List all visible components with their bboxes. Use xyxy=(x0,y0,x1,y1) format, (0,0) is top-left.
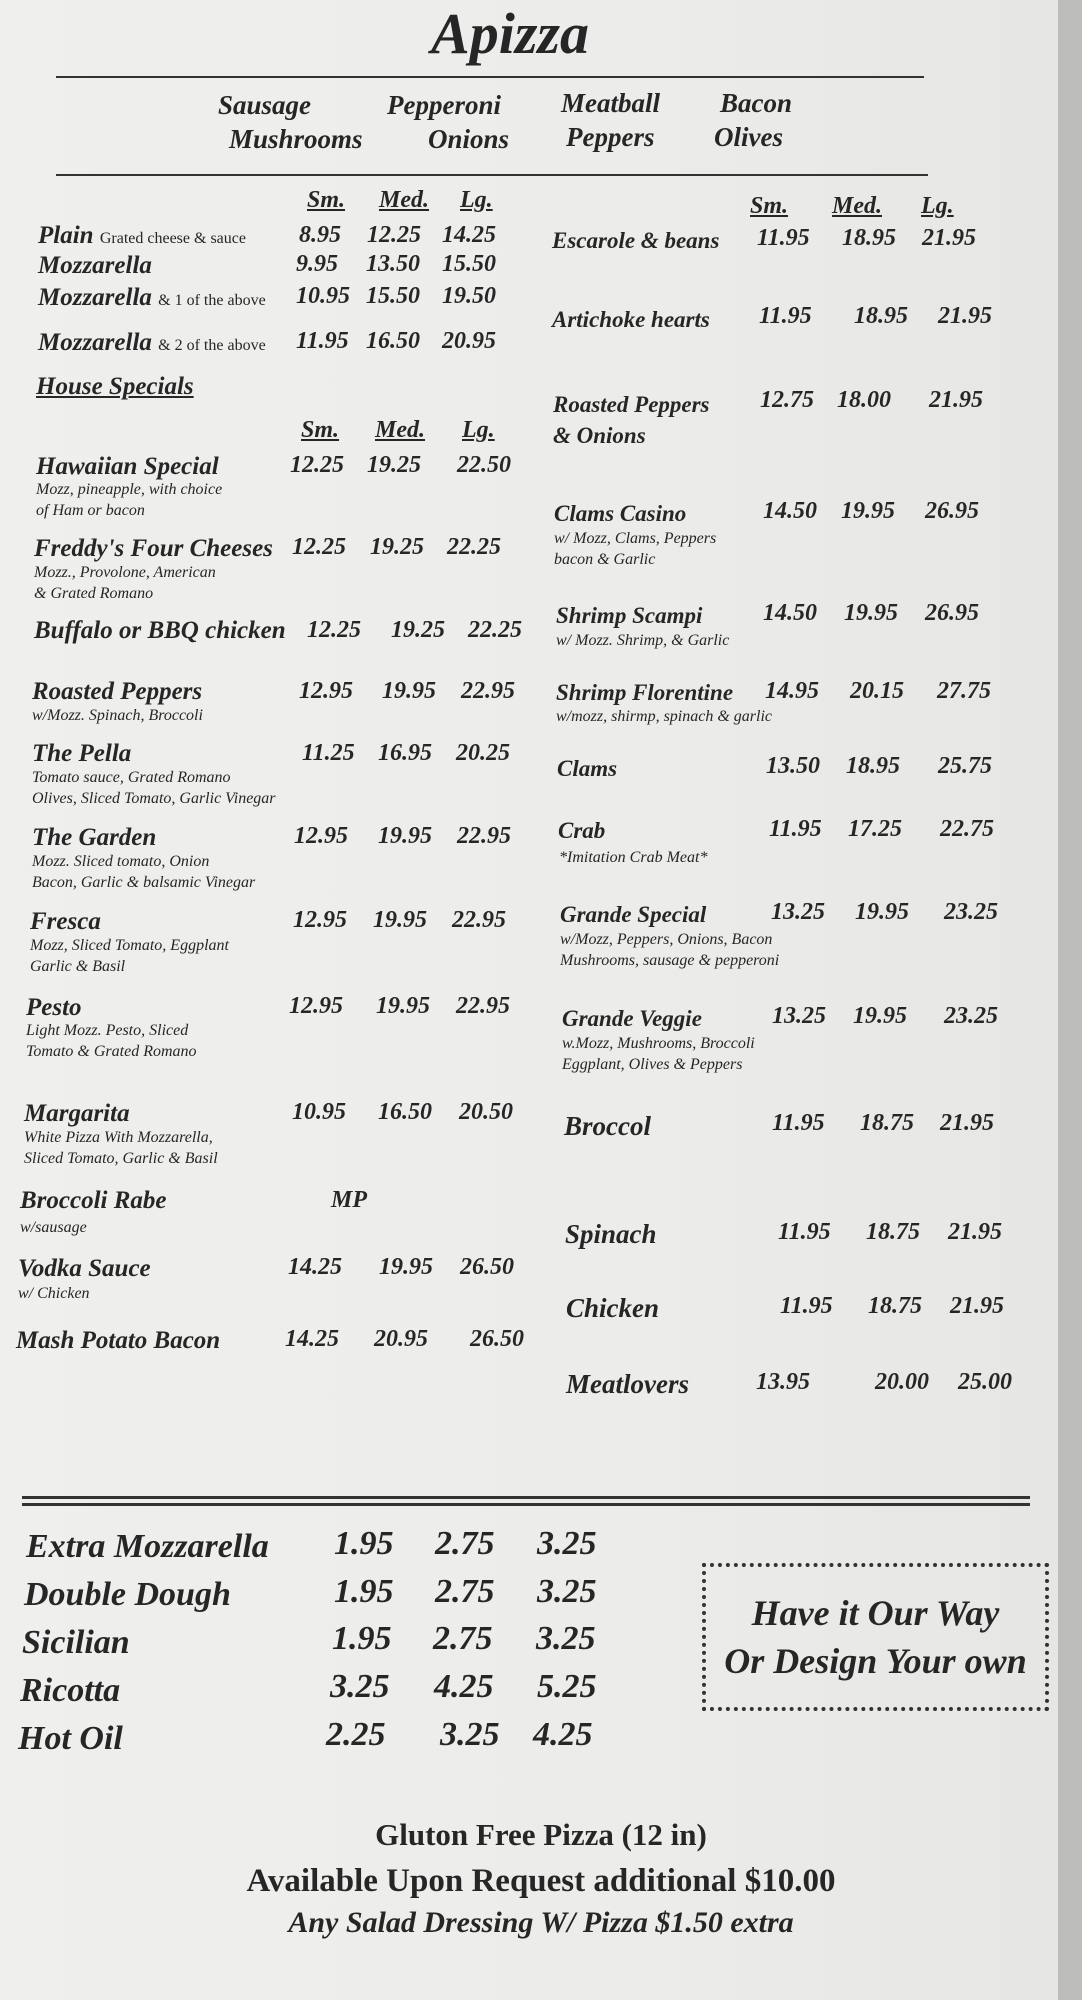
price-small: 8.95 xyxy=(299,222,341,248)
menu-item-name: Clams xyxy=(557,756,618,781)
price-small: 12.95 xyxy=(294,823,348,849)
price-small: 2.25 xyxy=(326,1716,386,1753)
double-divider xyxy=(22,1503,1030,1506)
size-header-medium: Med. xyxy=(375,417,425,443)
price-medium: 4.25 xyxy=(434,1668,494,1705)
menu-item-name: Mozzarella & 1 of the above xyxy=(38,284,266,311)
menu-item-name: Fresca xyxy=(30,908,101,935)
menu-item-description: Mozz. Sliced tomato, Onion Bacon, Garlic & balsamic Vinegar xyxy=(32,853,256,891)
section-heading-house-specials: House Specials xyxy=(36,373,194,400)
price-medium: 18.75 xyxy=(860,1110,914,1136)
size-header-large: Lg. xyxy=(462,417,495,443)
menu-item-name: Margarita xyxy=(24,1100,130,1127)
menu-item-description: w/mozz, shirmp, spinach & garlic xyxy=(556,708,773,725)
menu-item-description: w/ Mozz, Clams, Peppers bacon & Garlic xyxy=(554,530,717,568)
menu-item-name: Shrimp Scampi xyxy=(556,603,703,628)
price-medium: 19.95 xyxy=(841,498,895,524)
price-small: 11.95 xyxy=(780,1293,833,1319)
menu-item-description: w/ Chicken xyxy=(18,1285,90,1302)
price-large: 14.25 xyxy=(442,222,496,248)
menu-item-name: Meatlovers xyxy=(566,1369,689,1399)
design-box-line: Have it Our Way xyxy=(751,1593,1000,1633)
menu-item-name: Pesto xyxy=(26,994,82,1021)
price-small: 10.95 xyxy=(296,283,350,309)
price-large: 20.50 xyxy=(459,1099,513,1125)
menu-item-description: w/ Mozz. Shrimp, & Garlic xyxy=(556,632,730,649)
price-medium: 20.15 xyxy=(850,678,904,704)
menu-item-name: Escarole & beans xyxy=(552,228,720,253)
price-small: 11.95 xyxy=(296,328,349,354)
menu-item-name: Artichoke hearts xyxy=(552,307,710,332)
menu-item-description: *Imitation Crab Meat* xyxy=(559,849,708,866)
price-small: 14.25 xyxy=(285,1326,339,1352)
topping: Meatball xyxy=(561,88,660,118)
price-medium: 19.95 xyxy=(378,823,432,849)
price-medium: 16.50 xyxy=(378,1099,432,1125)
menu-item-description: w/sausage xyxy=(20,1219,87,1236)
price-medium: 20.00 xyxy=(875,1369,929,1395)
price-medium: 2.75 xyxy=(435,1573,495,1610)
salad-dressing-note: Any Salad Dressing W/ Pizza $1.50 extra xyxy=(288,1906,794,1939)
menu-item-name: Roasted Peppers & Onions xyxy=(553,392,710,448)
menu-item-name: Crab xyxy=(558,818,606,843)
price-large: 22.25 xyxy=(468,617,522,643)
price-medium: 18.00 xyxy=(837,387,891,413)
price-small: 11.25 xyxy=(302,740,355,766)
gluten-free-price-note: Available Upon Request additional $10.00 xyxy=(246,1863,836,1899)
price-medium: 19.95 xyxy=(855,899,909,925)
topping: Olives xyxy=(714,122,783,152)
price-large: 26.50 xyxy=(470,1326,524,1352)
menu-item-name: Buffalo or BBQ chicken xyxy=(34,617,286,644)
price-small: 14.95 xyxy=(765,678,819,704)
price-medium: 16.95 xyxy=(378,740,432,766)
menu-item-name: Mozzarella & 2 of the above xyxy=(38,329,266,356)
menu-item-description: Mozz, Sliced Tomato, Eggplant Garlic & Basil xyxy=(30,937,229,975)
price-large: 22.50 xyxy=(457,452,511,478)
price-large: 22.95 xyxy=(461,678,515,704)
price-large: 5.25 xyxy=(537,1668,597,1705)
price-large: 26.50 xyxy=(460,1254,514,1280)
price-large: 22.95 xyxy=(457,823,511,849)
divider xyxy=(56,76,924,78)
price-medium: 13.50 xyxy=(366,251,420,277)
menu-item-name: Freddy's Four Cheeses xyxy=(34,535,273,562)
price-medium: 16.50 xyxy=(366,328,420,354)
menu-item-name: The Pella xyxy=(32,740,132,767)
price-medium: 2.75 xyxy=(435,1525,495,1562)
price-medium: 18.95 xyxy=(842,225,896,251)
price-large: 22.95 xyxy=(452,907,506,933)
price-small: 12.25 xyxy=(307,617,361,643)
price-large: 3.25 xyxy=(537,1525,597,1562)
price-small: 12.95 xyxy=(289,993,343,1019)
menu-item-description: Mozz., Provolone, American & Grated Romano xyxy=(34,564,216,602)
price-small: 11.95 xyxy=(778,1219,831,1245)
price-small: 13.25 xyxy=(772,1003,826,1029)
topping: Sausage xyxy=(218,90,312,120)
extra-item-name: Double Dough xyxy=(24,1576,231,1613)
menu-item-description: White Pizza With Mozzarella, Sliced Tomato, Garlic & Basil xyxy=(24,1129,218,1167)
price-large: 23.25 xyxy=(944,899,998,925)
price-medium: 19.95 xyxy=(379,1254,433,1280)
price-small: 12.25 xyxy=(292,534,346,560)
price-large: 21.95 xyxy=(950,1293,1004,1319)
price-large: 26.95 xyxy=(925,600,979,626)
gluten-free-heading: Gluton Free Pizza (12 in) xyxy=(375,1817,707,1852)
menu-item-name: Spinach xyxy=(565,1219,657,1249)
menu-item-name: Chicken xyxy=(566,1293,660,1323)
price-small: 13.25 xyxy=(771,899,825,925)
menu-item-description: w/Mozz. Spinach, Broccoli xyxy=(32,707,203,724)
price-large: 19.50 xyxy=(442,283,496,309)
price-medium: 19.95 xyxy=(844,600,898,626)
price-medium: 19.95 xyxy=(373,907,427,933)
price-small: 10.95 xyxy=(292,1099,346,1125)
price-small: 12.95 xyxy=(293,907,347,933)
menu-item-name: Clams Casino xyxy=(554,501,687,526)
size-header-large: Lg. xyxy=(460,187,493,213)
price-large: 22.75 xyxy=(940,816,994,842)
price-small: 14.25 xyxy=(288,1254,342,1280)
price-large: 15.50 xyxy=(442,251,496,277)
size-header-large: Lg. xyxy=(921,193,954,219)
price-medium: 19.95 xyxy=(382,678,436,704)
menu-item-name: Broccol xyxy=(564,1111,651,1141)
topping: Bacon xyxy=(720,88,793,118)
menu-item-description: Tomato sauce, Grated Romano Olives, Sliced Tomato, Garlic Vinegar xyxy=(32,769,276,807)
price-small: 12.25 xyxy=(290,452,344,478)
menu-item-name: Roasted Peppers xyxy=(32,678,203,705)
menu-item-name: Mash Potato Bacon xyxy=(16,1327,221,1354)
size-header-medium: Med. xyxy=(832,193,882,219)
menu-item-description: w/Mozz, Peppers, Onions, Bacon Mushrooms, sausage & pepperoni xyxy=(560,931,780,969)
price-medium: 12.25 xyxy=(367,222,421,248)
size-header-small: Sm. xyxy=(307,187,346,213)
menu-item-name: Shrimp Florentine xyxy=(556,680,734,705)
price-small: 3.25 xyxy=(330,1668,390,1705)
price-large: 22.25 xyxy=(447,534,501,560)
menu-title: Apizza xyxy=(431,1,589,66)
price-small: 12.95 xyxy=(299,678,353,704)
price-large: 20.95 xyxy=(442,328,496,354)
price-small: 11.95 xyxy=(757,225,810,251)
price-large: 23.25 xyxy=(944,1003,998,1029)
price-large: 21.95 xyxy=(922,225,976,251)
price-medium: 19.25 xyxy=(391,617,445,643)
price-small: 11.95 xyxy=(759,303,812,329)
menu-item-description: w.Mozz, Mushrooms, Broccoli Eggplant, Olives & Peppers xyxy=(562,1035,755,1073)
extra-item-name: Hot Oil xyxy=(18,1720,123,1757)
price-small: 14.50 xyxy=(763,498,817,524)
price-medium: 20.95 xyxy=(374,1326,428,1352)
price-small: 11.95 xyxy=(772,1110,825,1136)
design-box-line: Or Design Your own xyxy=(724,1641,1027,1681)
price-market: MP xyxy=(331,1187,367,1213)
price-medium: 18.75 xyxy=(868,1293,922,1319)
price-large: 3.25 xyxy=(536,1620,596,1657)
size-header-medium: Med. xyxy=(379,187,429,213)
price-large: 21.95 xyxy=(948,1219,1002,1245)
menu-item-name: Broccoli Rabe xyxy=(20,1187,167,1214)
price-medium: 19.25 xyxy=(367,452,421,478)
price-large: 25.00 xyxy=(958,1369,1012,1395)
menu-item-name: Grande Special xyxy=(560,902,707,927)
price-large: 4.25 xyxy=(533,1716,593,1753)
price-medium: 19.25 xyxy=(370,534,424,560)
topping: Onions xyxy=(428,124,510,154)
price-large: 25.75 xyxy=(938,753,992,779)
price-medium: 18.95 xyxy=(846,753,900,779)
price-large: 21.95 xyxy=(940,1110,994,1136)
price-large: 26.95 xyxy=(925,498,979,524)
price-small: 9.95 xyxy=(296,251,338,277)
menu-item-name: Grande Veggie xyxy=(562,1006,702,1031)
menu-item-name: The Garden xyxy=(32,824,157,851)
price-medium: 18.95 xyxy=(854,303,908,329)
price-medium: 19.95 xyxy=(853,1003,907,1029)
price-medium: 15.50 xyxy=(366,283,420,309)
price-small: 1.95 xyxy=(334,1525,394,1562)
menu-item-name: Plain Grated cheese & sauce xyxy=(38,222,246,249)
menu-item-name: Hawaiian Special xyxy=(36,453,219,480)
price-small: 14.50 xyxy=(763,600,817,626)
extra-item-name: Ricotta xyxy=(20,1672,121,1709)
design-your-own-box xyxy=(702,1563,1049,1711)
price-medium: 3.25 xyxy=(440,1716,500,1753)
menu-item-name: Vodka Sauce xyxy=(18,1255,151,1282)
price-large: 21.95 xyxy=(929,387,983,413)
price-small: 13.50 xyxy=(766,753,820,779)
extra-item-name: Sicilian xyxy=(22,1624,130,1661)
price-medium: 17.25 xyxy=(848,816,902,842)
price-small: 1.95 xyxy=(332,1620,392,1657)
price-medium: 18.75 xyxy=(866,1219,920,1245)
price-large: 20.25 xyxy=(456,740,510,766)
menu-item-name: Mozzarella xyxy=(38,252,152,279)
size-header-small: Sm. xyxy=(301,417,340,443)
menu-item-description: Mozz, pineapple, with choice of Ham or bacon xyxy=(36,481,223,519)
price-large: 3.25 xyxy=(537,1573,597,1610)
price-large: 27.75 xyxy=(937,678,991,704)
price-large: 22.95 xyxy=(456,993,510,1019)
divider xyxy=(56,174,928,176)
topping: Peppers xyxy=(566,122,655,152)
price-small: 13.95 xyxy=(756,1369,810,1395)
price-small: 12.75 xyxy=(760,387,814,413)
topping: Pepperoni xyxy=(387,90,501,120)
price-medium: 19.95 xyxy=(376,993,430,1019)
price-small: 11.95 xyxy=(769,816,822,842)
price-small: 1.95 xyxy=(334,1573,394,1610)
topping: Mushrooms xyxy=(229,124,363,154)
price-large: 21.95 xyxy=(938,303,992,329)
extra-item-name: Extra Mozzarella xyxy=(26,1528,269,1565)
page-edge xyxy=(1058,0,1082,2000)
price-medium: 2.75 xyxy=(433,1620,493,1657)
size-header-small: Sm. xyxy=(750,193,789,219)
menu-item-description: Light Mozz. Pesto, Sliced Tomato & Grated Romano xyxy=(26,1022,197,1060)
double-divider xyxy=(22,1496,1030,1499)
